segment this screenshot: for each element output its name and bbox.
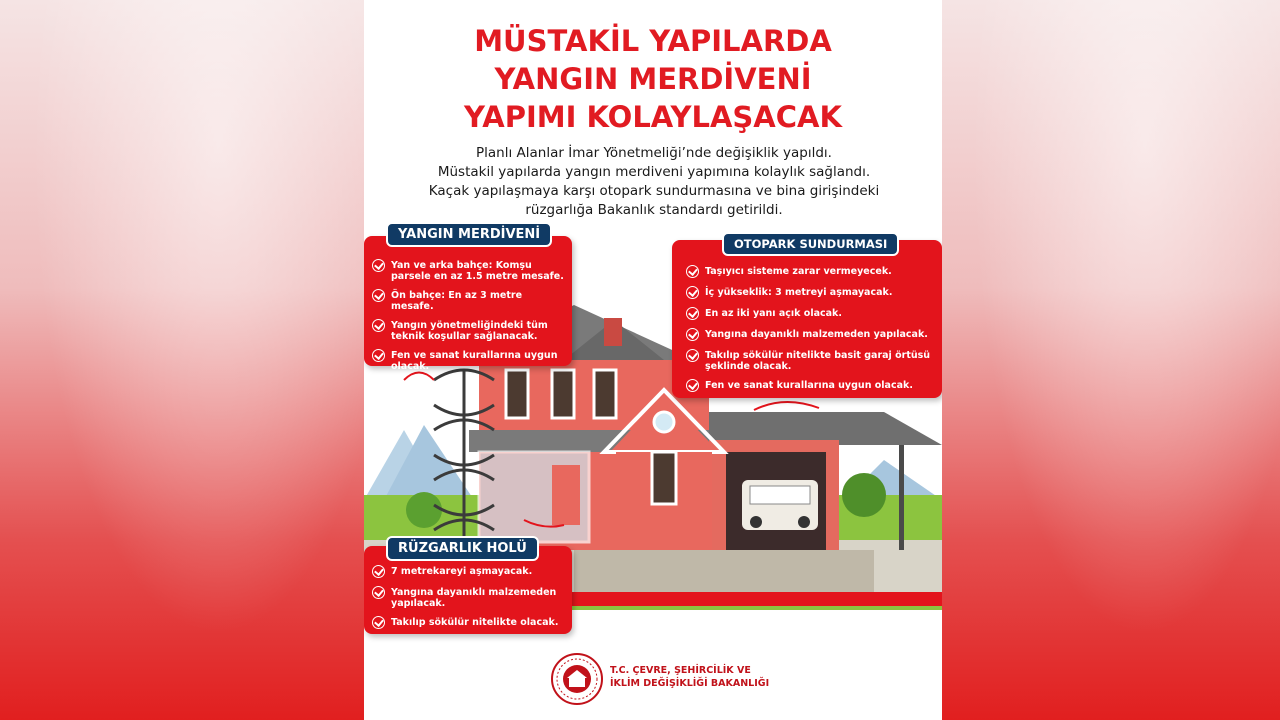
list-item-text: Ön bahçe: En az 3 metre mesafe. [391, 290, 523, 312]
check-icon [372, 616, 385, 629]
check-icon [372, 565, 385, 578]
list-item [686, 350, 936, 372]
list-item [372, 260, 566, 282]
list-item [372, 587, 566, 609]
list-item [372, 617, 566, 630]
check-icon [686, 265, 699, 278]
background-right [942, 0, 1280, 720]
list-item [686, 287, 936, 300]
list-item [686, 266, 936, 279]
fire-stair-tag: YANGIN MERDİVENİ [386, 222, 552, 247]
list-item-text: Fen ve sanat kurallarına uygun olacak. [391, 350, 558, 372]
list-item [372, 566, 566, 579]
poster-title [364, 22, 942, 136]
list-item-text: 7 metrekareyi aşmayacak. [391, 566, 533, 577]
check-icon [372, 586, 385, 599]
ministry-name [610, 664, 769, 690]
list-item-text: İç yükseklik: 3 metreyi aşmayacak. [705, 287, 893, 298]
subtitle-line: rüzgarlığa Bakanlık standardı getirildi. [525, 202, 783, 218]
list-item-text: Yangına dayanıklı malzemeden yapılacak. [705, 329, 928, 340]
list-item [686, 329, 936, 342]
list-item [686, 380, 936, 393]
wind-porch-tag: RÜZGARLIK HOLÜ [386, 536, 539, 561]
check-icon [686, 379, 699, 392]
check-icon [686, 286, 699, 299]
list-item [372, 290, 566, 312]
list-item-text: Fen ve sanat kurallarına uygun olacak. [705, 380, 913, 391]
check-icon [686, 328, 699, 341]
list-item [686, 308, 936, 321]
poster [364, 0, 942, 720]
list-item-text: Yan ve arka bahçe: Komşu parsele en az 1.5 metre mesafe. [391, 260, 564, 282]
ministry-line: İKLİM DEĞİŞİKLİĞİ BAKANLIĞI [610, 678, 770, 689]
subtitle-line: Kaçak yapılaşmaya karşı otopark sundurmasına ve bina girişindeki [428, 183, 880, 199]
check-icon [372, 259, 385, 272]
check-icon [372, 289, 385, 302]
title-line: YANGIN MERDİVENİ [494, 62, 812, 96]
check-icon [686, 349, 699, 362]
list-item-text: Taşıyıcı sisteme zarar vermeyecek. [705, 266, 892, 277]
ministry-line: T.C. ÇEVRE, ŞEHİRCİLİK VE [610, 665, 751, 676]
subtitle-line: Müstakil yapılarda yangın merdiveni yapımına kolaylık sağlandı. [437, 164, 871, 180]
ministry-logo-icon [550, 652, 604, 706]
fire-stair-box [364, 236, 572, 372]
subtitle-line: Planlı Alanlar İmar Yönetmeliği’nde değişiklik yapıldı. [476, 145, 832, 161]
list-item-text: En az iki yanı açık olacak. [705, 308, 842, 319]
check-icon [686, 307, 699, 320]
list-item [372, 350, 566, 372]
poster-subtitle [384, 144, 924, 220]
list-item-text: Takılıp sökülür nitelikte basit garaj örtüsü şeklinde olacak. [705, 350, 931, 372]
check-icon [372, 349, 385, 362]
list-item [372, 320, 566, 342]
check-icon [372, 319, 385, 332]
title-line: MÜSTAKİL YAPILARDA [474, 24, 832, 58]
background-left [0, 0, 364, 720]
carport-box [672, 240, 942, 398]
list-item-text: Yangın yönetmeliğindeki tüm teknik koşullar sağlanacak. [391, 320, 548, 342]
carport-tag: OTOPARK SUNDURMASI [722, 232, 899, 256]
list-item-text: Takılıp sökülür nitelikte olacak. [391, 617, 559, 628]
title-line: YAPIMI KOLAYLAŞACAK [464, 100, 842, 134]
list-item-text: Yangına dayanıklı malzemeden yapılacak. [391, 587, 557, 609]
